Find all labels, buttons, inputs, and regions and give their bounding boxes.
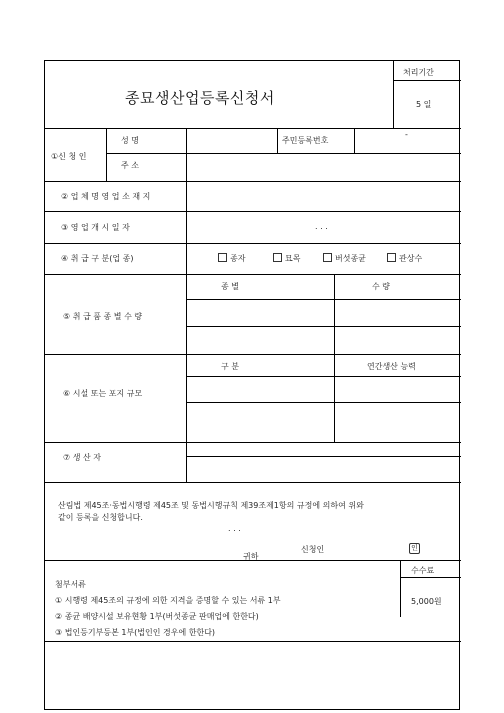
- business-address-label: ② 업 체 명 영 업 소 재 지: [61, 192, 151, 201]
- producer-label: ⑦ 생 산 자: [63, 453, 101, 462]
- attachment-item: ③ 법인등기부등본 1부(법인인 경우에 한한다): [55, 628, 216, 637]
- fee-label: 수수료: [411, 566, 435, 575]
- items-col-quantity: 수 량: [372, 282, 390, 291]
- divider: [393, 61, 394, 128]
- facility-label: ⑥ 시설 또는 포지 규모: [63, 389, 143, 398]
- attachment-item: ② 종균 배양시설 보유현황 1부(버섯종균 판매업에 한한다): [55, 612, 259, 621]
- fee-value: 5,000원: [411, 597, 442, 606]
- divider: [393, 80, 461, 81]
- divider: [45, 274, 461, 275]
- type-option-ornamental[interactable]: 관상수: [387, 253, 422, 264]
- divider: [45, 243, 461, 244]
- divider: [45, 128, 461, 129]
- attachment-item: ① 시행령 제45조의 규정에 의한 지격을 증명할 수 있는 서류 1부: [55, 596, 281, 605]
- divider: [106, 128, 107, 181]
- facility-category-field[interactable]: [189, 378, 332, 400]
- start-date-field[interactable]: . . .: [315, 222, 328, 231]
- divider: [45, 181, 461, 182]
- producer-field[interactable]: [189, 458, 459, 480]
- quantity-field[interactable]: [337, 301, 459, 324]
- resident-id-field[interactable]: -: [405, 130, 408, 139]
- processing-period-label: 처리기간: [403, 68, 434, 77]
- processing-period-value: 5 일: [416, 100, 432, 109]
- name-field[interactable]: [189, 130, 275, 151]
- form-title: 종묘생산업등록신청서: [125, 89, 275, 107]
- producer-field[interactable]: [189, 444, 459, 454]
- divider: [45, 482, 461, 483]
- divider: [186, 376, 461, 377]
- divider: [186, 326, 461, 327]
- divider: [354, 128, 355, 153]
- divider: [186, 299, 461, 300]
- items-col-variety: 종 별: [221, 282, 239, 291]
- facility-col-capacity: 연간생산 능력: [367, 362, 416, 371]
- facility-capacity-field[interactable]: [337, 378, 459, 400]
- applicant-section-label: ①신 청 인: [51, 152, 87, 161]
- seal-mark: 인: [409, 543, 420, 554]
- quantity-field[interactable]: [337, 328, 459, 352]
- divider: [400, 560, 401, 617]
- checkbox-icon[interactable]: [218, 253, 227, 262]
- divider: [186, 402, 461, 403]
- statement-date[interactable]: . . .: [228, 524, 241, 533]
- items-label: ⑤ 취 급 품 종 별 수 량: [63, 312, 143, 321]
- business-type-label: ④ 취 급 구 분(업 종): [61, 254, 134, 263]
- checkbox-icon[interactable]: [323, 253, 332, 262]
- address-label: 주 소: [121, 161, 139, 170]
- type-option-seed[interactable]: 종자: [218, 253, 245, 264]
- statement-line-2: 같이 등록을 신청합니다.: [58, 513, 143, 522]
- address-field[interactable]: [189, 155, 459, 179]
- start-date-label: ③ 영 업 개 시 일 자: [61, 223, 130, 232]
- variety-field[interactable]: [189, 328, 332, 352]
- type-option-mushroom-spawn[interactable]: 버섯종균: [323, 253, 366, 264]
- facility-category-field[interactable]: [189, 404, 332, 440]
- signer-label: 신청인: [301, 545, 325, 554]
- divider: [106, 153, 461, 154]
- divider: [186, 128, 187, 456]
- facility-col-category: 구 분: [221, 362, 239, 371]
- statement-line-1: 산림법 제45조·동법시행령 제45조 및 동법시행규칙 제39조제1항의 규정에 의하여 위와: [58, 501, 364, 510]
- type-option-seedling[interactable]: 묘목: [273, 253, 300, 264]
- business-address-field[interactable]: [189, 183, 459, 209]
- divider: [45, 560, 461, 561]
- divider: [45, 354, 461, 355]
- divider: [45, 641, 461, 642]
- divider: [186, 442, 187, 482]
- facility-capacity-field[interactable]: [337, 404, 459, 440]
- checkbox-icon[interactable]: [273, 253, 282, 262]
- divider: [277, 128, 278, 153]
- checkbox-icon[interactable]: [387, 253, 396, 262]
- attachments-title: 첨부서류: [55, 580, 86, 589]
- divider: [45, 442, 461, 443]
- application-form: [44, 60, 460, 710]
- divider: [186, 456, 461, 457]
- divider: [400, 577, 461, 578]
- variety-field[interactable]: [189, 301, 332, 324]
- recipient-label: 귀하: [243, 552, 259, 561]
- name-label: 성 명: [121, 136, 139, 145]
- resident-id-label: 주민등록번호: [282, 136, 329, 145]
- divider: [45, 211, 461, 212]
